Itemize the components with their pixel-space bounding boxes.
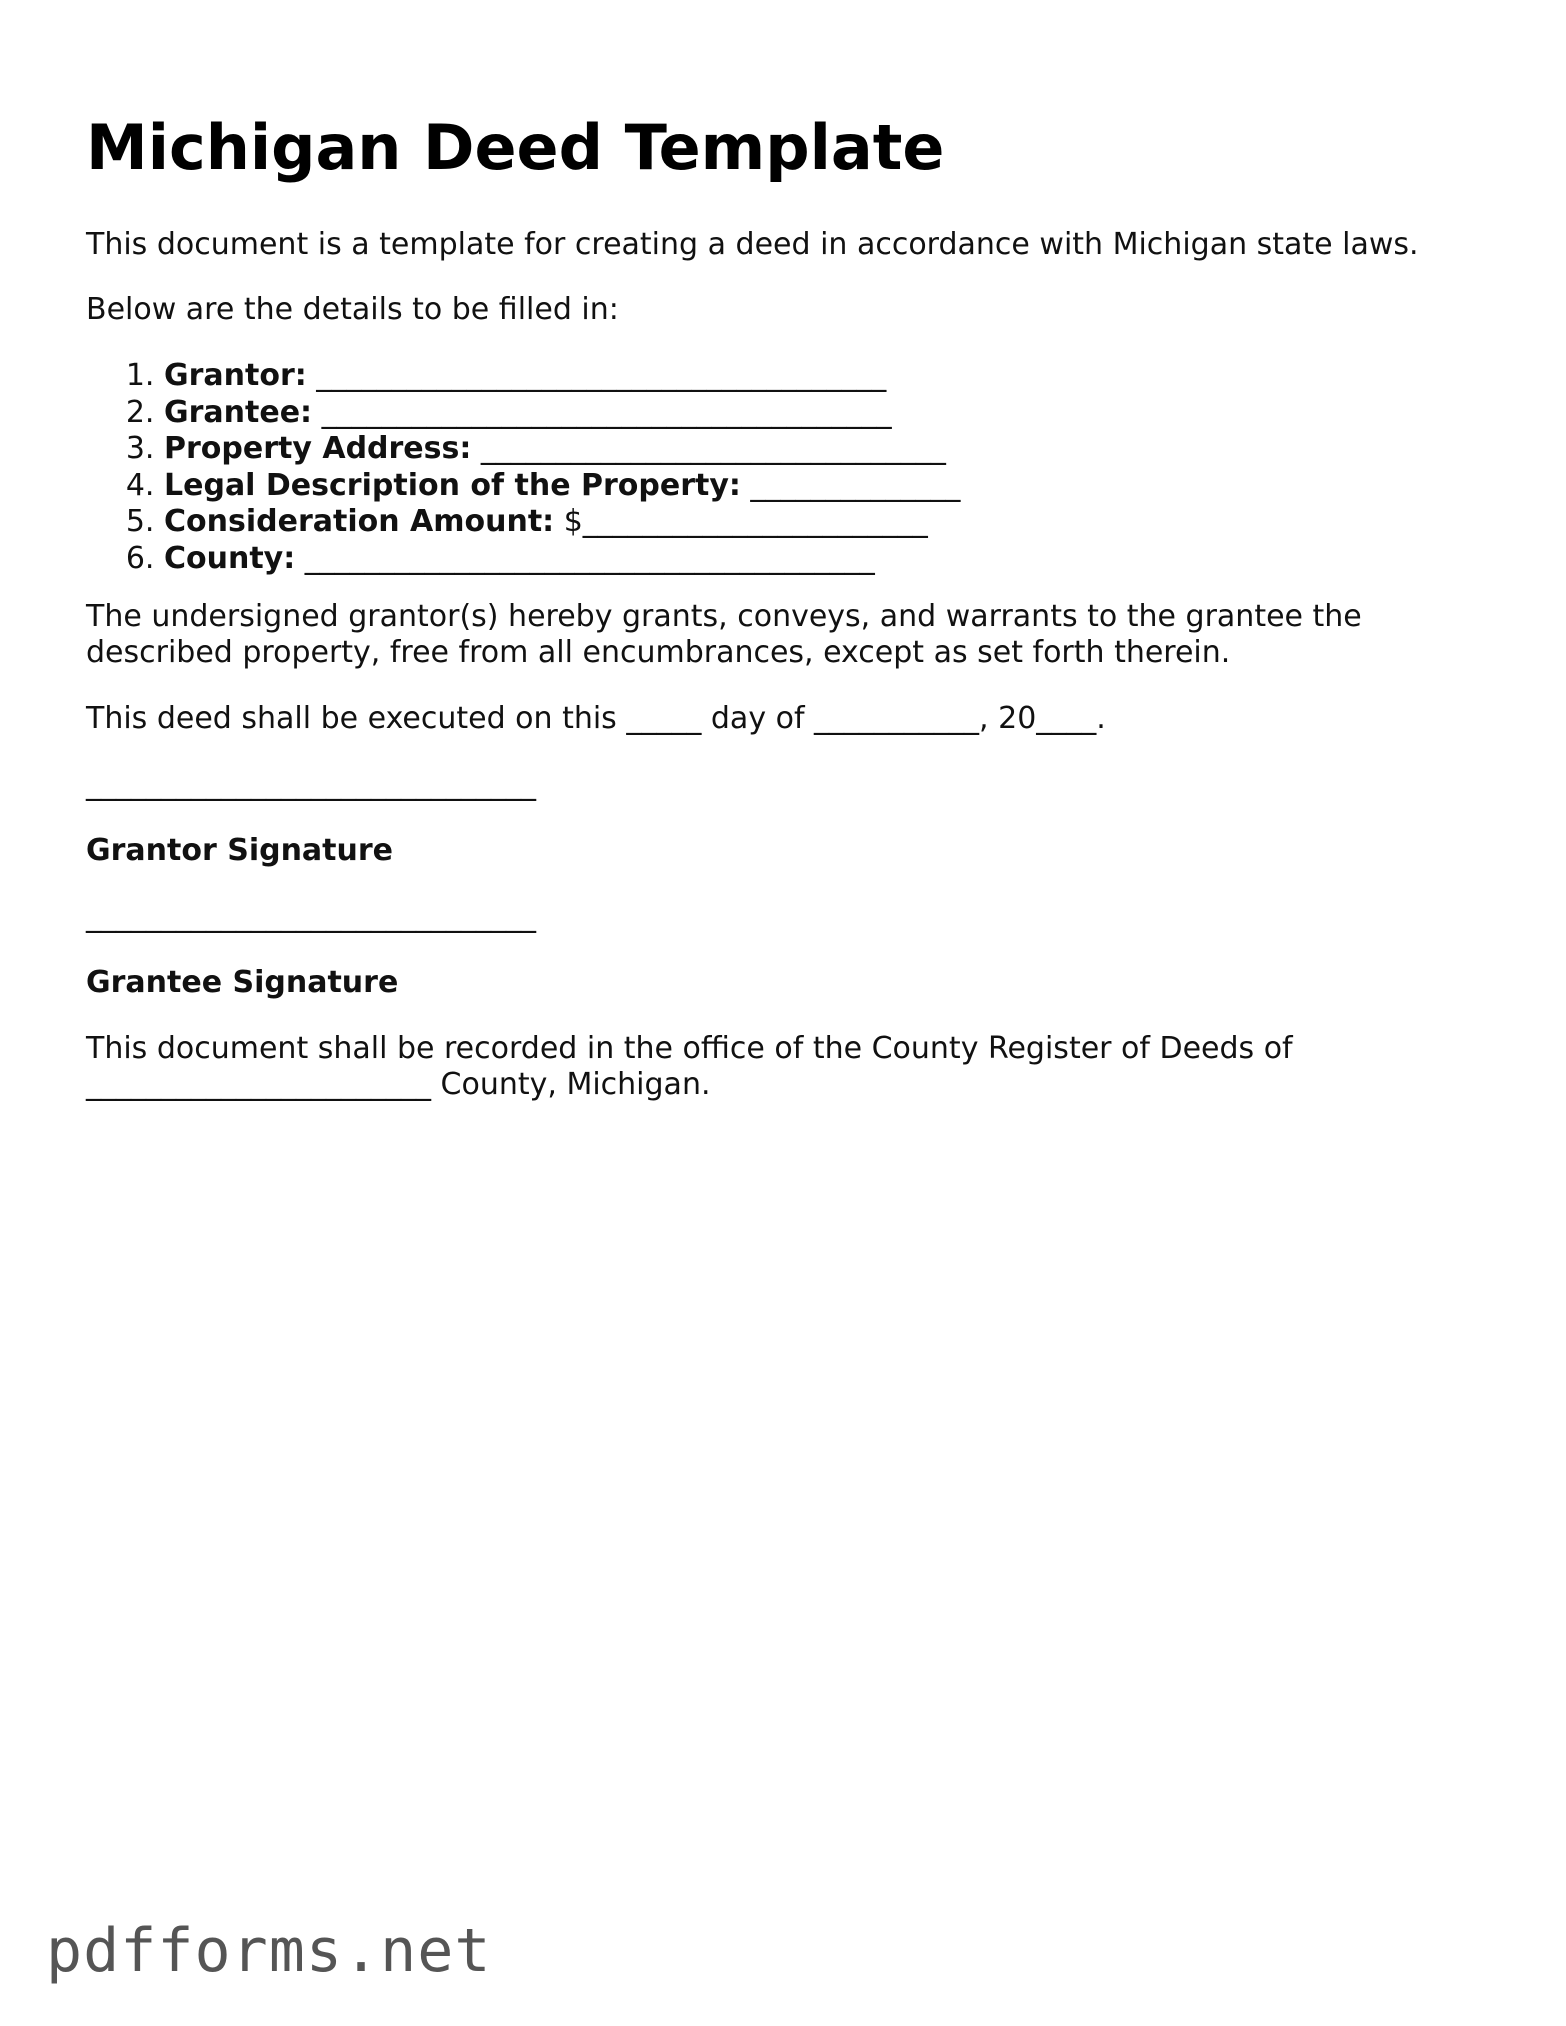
recording-line-2: _______________________ County, Michigan. <box>86 1067 711 1102</box>
grantor-signature-line: ______________________________ <box>86 767 536 802</box>
recording-line-1: This document shall be recorded in the office of the County Register of Deeds of <box>86 1031 1293 1066</box>
field-county <box>164 541 960 578</box>
field-blank: ______________________________________ <box>306 358 887 393</box>
watermark-logo: pdfforms.net <box>46 1916 492 1986</box>
field-blank: $_______________________ <box>554 504 928 540</box>
field-blank: _______________________________ <box>471 431 946 467</box>
field-grantor <box>164 358 960 395</box>
field-label: Legal Description of the Property: <box>164 467 741 503</box>
grantee-signature-line: ______________________________ <box>86 899 536 934</box>
field-label: Grantee: <box>164 394 313 430</box>
field-blank: ______________________________________ <box>295 540 875 576</box>
field-consideration-amount <box>164 504 960 541</box>
field-label: Grantor: <box>164 358 307 393</box>
page-title: Michigan Deed Template <box>86 111 945 184</box>
field-blank: ______________________________________ <box>312 394 892 430</box>
details-intro: Below are the details to be filled in: <box>86 292 619 327</box>
field-blank: ______________ <box>740 467 961 503</box>
intro-paragraph: This document is a template for creating a deed in accordance with Michigan state laws. <box>86 227 1419 262</box>
field-label: Property Address: <box>164 431 472 467</box>
field-label: Consideration Amount: <box>164 504 555 540</box>
field-grantee <box>164 395 960 432</box>
grant-clause-line-1: The undersigned grantor(s) hereby grants, conveys, and warrants to the grantee the <box>86 599 1362 634</box>
grantee-signature-label: Grantee Signature <box>86 965 399 1000</box>
execution-date-line: This deed shall be executed on this _____ day of ___________, 20____. <box>86 701 1106 736</box>
fields-list <box>86 358 960 578</box>
field-property-address <box>164 431 960 468</box>
grant-clause-line-2: described property, free from all encumbrances, except as set forth therein. <box>86 635 1231 670</box>
field-legal-description <box>164 468 960 505</box>
grantor-signature-label: Grantor Signature <box>86 833 394 868</box>
field-label: County: <box>164 540 296 576</box>
